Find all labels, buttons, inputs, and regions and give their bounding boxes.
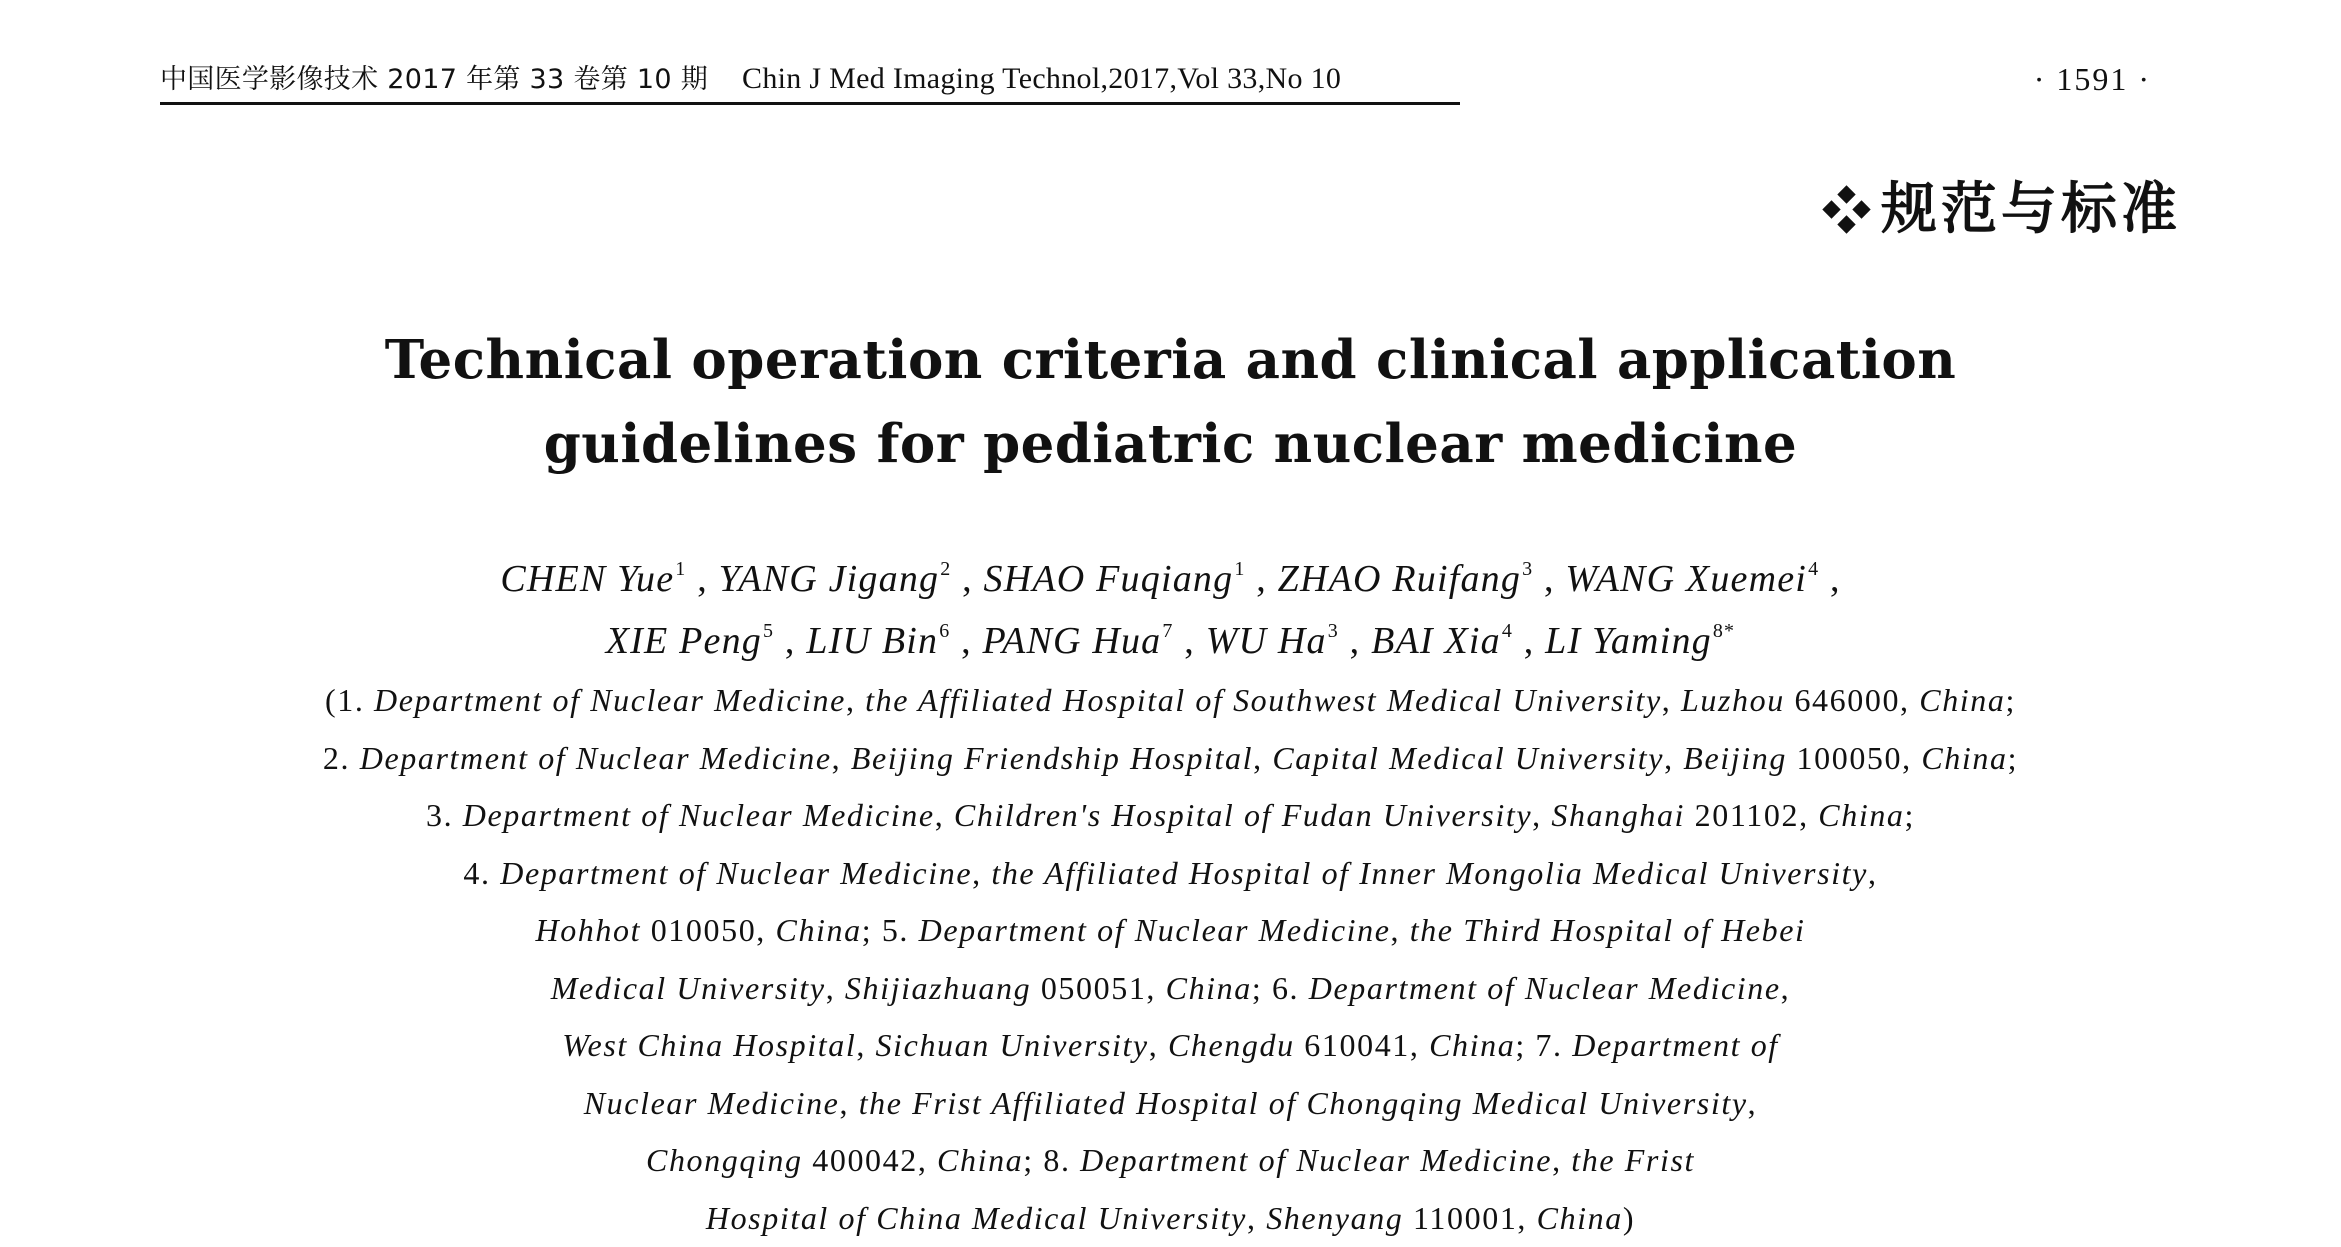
affiliation-text: 4.: [463, 855, 500, 891]
affiliation-text: ,: [935, 797, 954, 833]
affiliation-text-italic: Shenyang: [1266, 1200, 1403, 1236]
affiliation-text-italic: the Frist Affiliated Hospital of Chongqing Medical University: [859, 1085, 1748, 1121]
author-name: WU Ha: [1206, 620, 1327, 662]
section-tag: [1819, 170, 2181, 250]
affiliation-text: (1.: [325, 682, 374, 718]
author-affiliation-marker: 4: [1502, 620, 1513, 642]
affiliation-text-italic: Sichuan University: [876, 1027, 1149, 1063]
author-name: WANG Xuemei: [1565, 558, 1807, 600]
author-affiliation-marker: 1: [675, 558, 686, 580]
affiliation-list: [0, 672, 2341, 1247]
affiliation-text: ,: [856, 1027, 875, 1063]
affiliation-text: 100050,: [1787, 740, 1921, 776]
affiliation-text-italic: the Affiliated Hospital of Inner Mongolia Medical University: [991, 855, 1868, 891]
affiliation-text-italic: Beijing: [1683, 740, 1787, 776]
author-affiliation-marker: 6: [939, 620, 950, 642]
affiliation-text: ,: [1253, 740, 1272, 776]
author-separator: ,: [1533, 558, 1565, 600]
journal-title-en: Chin J Med Imaging Technol,2017,Vol 33,No 10: [742, 62, 1341, 95]
affiliation-text-italic: China: [1429, 1027, 1515, 1063]
affiliation-line: [0, 1132, 2341, 1190]
affiliation-text-italic: Capital Medical University: [1272, 740, 1664, 776]
page-number: · 1591 ·: [2034, 56, 2151, 102]
affiliation-text-italic: China: [1818, 797, 1904, 833]
affiliation-text: 010050,: [641, 912, 775, 948]
article-title: [0, 318, 2341, 486]
affiliation-text: ; 5.: [862, 912, 919, 948]
affiliation-text: ,: [1247, 1200, 1266, 1236]
affiliation-text: ,: [1664, 740, 1683, 776]
affiliation-line: [0, 1190, 2341, 1247]
affiliation-text-italic: Department of Nuclear Medicine: [500, 855, 972, 891]
author-separator: ,: [950, 620, 982, 662]
section-label: 规范与标准: [1881, 170, 2181, 250]
affiliation-text: ,: [1532, 797, 1551, 833]
affiliation-text: ,: [846, 682, 865, 718]
title-line-1: Technical operation criteria and clinical application: [0, 318, 2341, 402]
affiliation-text: 2.: [323, 740, 360, 776]
affiliation-text: ; 6.: [1252, 970, 1309, 1006]
running-header: [160, 56, 1460, 105]
affiliation-text-italic: Department of Nuclear Medicine: [1309, 970, 1781, 1006]
diamond-cluster-icon: [1819, 182, 1875, 238]
affiliation-text-italic: the Third Hospital of Hebei: [1410, 912, 1806, 948]
affiliation-text-italic: China: [1166, 970, 1252, 1006]
affiliation-text: ,: [826, 970, 845, 1006]
author-line-2: [0, 610, 2341, 672]
affiliation-text: ;: [1905, 797, 1916, 833]
affiliation-line: [0, 1017, 2341, 1075]
author-line-1: [0, 548, 2341, 610]
affiliation-text: 646000,: [1785, 682, 1919, 718]
affiliation-line: [0, 672, 2341, 730]
affiliation-text-italic: Chongqing: [646, 1142, 803, 1178]
affiliation-text-italic: Nuclear Medicine: [584, 1085, 840, 1121]
affiliation-text-italic: China: [1921, 740, 2007, 776]
author-name: PANG Hua: [983, 620, 1162, 662]
affiliation-text: ,: [1552, 1142, 1571, 1178]
affiliation-text: 400042,: [803, 1142, 937, 1178]
author-affiliation-marker: 3: [1328, 620, 1339, 642]
author-separator: ,: [1819, 558, 1840, 600]
affiliation-text-italic: Department of Nuclear Medicine: [374, 682, 846, 718]
author-affiliation-marker: 4: [1808, 558, 1819, 580]
affiliation-text: ,: [839, 1085, 858, 1121]
journal-title-cn: 中国医学影像技术 2017 年第 33 卷第 10 期: [160, 64, 708, 95]
author-separator: ,: [687, 558, 719, 600]
author-separator: ,: [1339, 620, 1371, 662]
author-separator: ,: [1513, 620, 1545, 662]
affiliation-text: ,: [1662, 682, 1681, 718]
author-name: SHAO Fuqiang: [984, 558, 1234, 600]
affiliation-line: [0, 902, 2341, 960]
author-separator: ,: [1246, 558, 1278, 600]
author-name: YANG Jigang: [719, 558, 940, 600]
affiliation-text-italic: Shijiazhuang: [845, 970, 1031, 1006]
affiliation-text-italic: Hospital of China Medical University: [706, 1200, 1247, 1236]
affiliation-text-italic: Department of Nuclear Medicine: [463, 797, 935, 833]
affiliation-text: ,: [1391, 912, 1410, 948]
affiliation-text: 110001,: [1403, 1200, 1536, 1236]
affiliation-text: ;: [2006, 682, 2017, 718]
affiliation-text-italic: China: [1537, 1200, 1623, 1236]
author-separator: ,: [1174, 620, 1206, 662]
affiliation-text-italic: Shanghai: [1551, 797, 1685, 833]
affiliation-text: ,: [1149, 1027, 1168, 1063]
affiliation-text: 050051,: [1031, 970, 1165, 1006]
affiliation-text-italic: Hohhot: [535, 912, 641, 948]
author-name: CHEN Yue: [500, 558, 674, 600]
affiliation-text-italic: West China Hospital: [562, 1027, 856, 1063]
affiliation-text-italic: Department of Nuclear Medicine: [360, 740, 832, 776]
affiliation-line: [0, 960, 2341, 1018]
author-name: BAI Xia: [1371, 620, 1501, 662]
author-affiliation-marker: 8*: [1713, 620, 1735, 642]
affiliation-text-italic: Chengdu: [1168, 1027, 1295, 1063]
affiliation-text-italic: China: [776, 912, 862, 948]
author-name: ZHAO Ruifang: [1278, 558, 1521, 600]
author-name: XIE Peng: [606, 620, 762, 662]
affiliation-line: [0, 845, 2341, 903]
author-list: [0, 548, 2341, 672]
affiliation-text: 3.: [426, 797, 463, 833]
author-separator: ,: [951, 558, 983, 600]
author-affiliation-marker: 5: [763, 620, 774, 642]
affiliation-text-italic: China: [1919, 682, 2005, 718]
author-affiliation-marker: 3: [1522, 558, 1533, 580]
affiliation-text: 201102,: [1685, 797, 1818, 833]
author-name: LI Yaming: [1545, 620, 1712, 662]
affiliation-text-italic: Beijing Friendship Hospital: [851, 740, 1253, 776]
author-name: LIU Bin: [806, 620, 938, 662]
affiliation-line: [0, 1075, 2341, 1133]
affiliation-text-italic: Department of: [1572, 1027, 1779, 1063]
affiliation-text-italic: the Frist: [1571, 1142, 1695, 1178]
affiliation-text-italic: China: [937, 1142, 1023, 1178]
affiliation-text-italic: Luzhou: [1681, 682, 1785, 718]
affiliation-text-italic: the Affiliated Hospital of Southwest Medical University: [865, 682, 1662, 718]
affiliation-line: [0, 787, 2341, 845]
author-affiliation-marker: 2: [940, 558, 951, 580]
affiliation-text: ,: [1868, 855, 1878, 891]
affiliation-text-italic: Department of Nuclear Medicine: [919, 912, 1391, 948]
affiliation-text: ; 8.: [1023, 1142, 1080, 1178]
affiliation-text: ): [1623, 1200, 1635, 1236]
author-affiliation-marker: 1: [1234, 558, 1245, 580]
affiliation-text: ,: [1748, 1085, 1758, 1121]
title-line-2: guidelines for pediatric nuclear medicine: [0, 402, 2341, 486]
affiliation-text: ;: [2008, 740, 2019, 776]
affiliation-text-italic: Children's Hospital of Fudan University: [954, 797, 1532, 833]
affiliation-text-italic: Department of Nuclear Medicine: [1080, 1142, 1552, 1178]
affiliation-text: ; 7.: [1515, 1027, 1572, 1063]
affiliation-text: ,: [832, 740, 851, 776]
author-affiliation-marker: 7: [1162, 620, 1173, 642]
affiliation-text: ,: [972, 855, 991, 891]
affiliation-line: [0, 730, 2341, 788]
author-separator: ,: [774, 620, 806, 662]
affiliation-text-italic: Medical University: [551, 970, 826, 1006]
affiliation-text: 610041,: [1295, 1027, 1429, 1063]
affiliation-text: ,: [1781, 970, 1791, 1006]
